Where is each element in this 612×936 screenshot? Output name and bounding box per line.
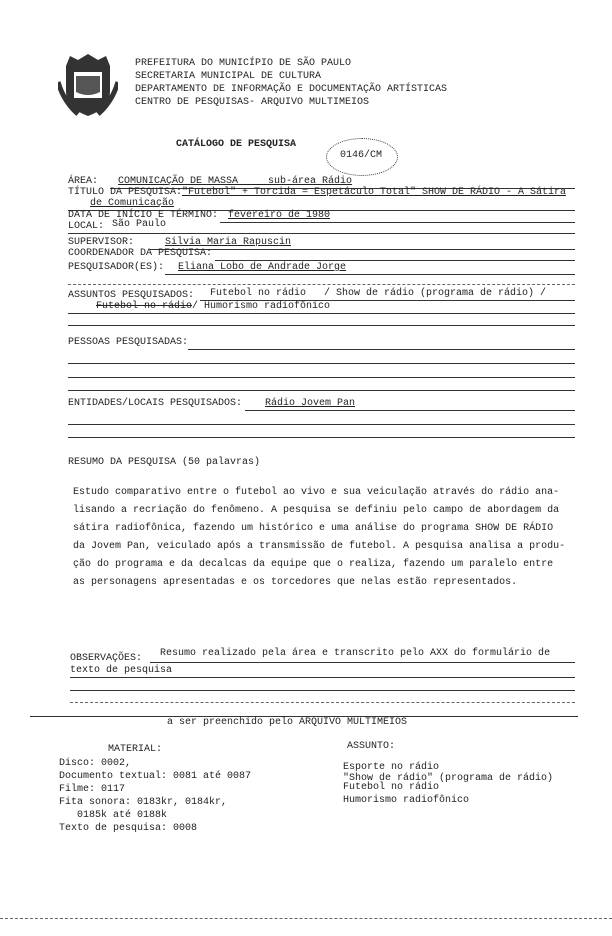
data-value: fevereiro de 1980 bbox=[228, 210, 331, 221]
assunto-item: "Show de rádio" (programa de rádio) bbox=[343, 773, 554, 784]
catalog-number: 0146/CM bbox=[340, 150, 383, 161]
observacoes-value: Resumo realizado pela área e transcrito pelo AXX do formulário de bbox=[160, 648, 551, 659]
resumo-line: as personagens apresentadas e os torcedores que nelas estão representados. bbox=[73, 577, 518, 588]
local-value: São Paulo bbox=[112, 219, 167, 230]
resumo-line: sátira radiofônica, fazendo um histórico e uma análise do programa SHOW DE RÁDIO bbox=[73, 523, 554, 534]
material-item: 0185k até 0188k bbox=[59, 810, 168, 821]
header-line: PREFEITURA DO MUNICÍPIO DE SÃO PAULO bbox=[135, 58, 352, 69]
header-line: DEPARTAMENTO DE INFORMAÇÃO E DOCUMENTAÇÃO ARTÍSTICAS bbox=[135, 84, 448, 95]
material-item: Documento textual: 0081 até 0087 bbox=[59, 771, 252, 782]
local-label: LOCAL: bbox=[68, 221, 105, 232]
assuntos-value: Futebol no rádio / Show de rádio (programa de rádio) / bbox=[210, 288, 547, 299]
data-label: DATA DE INÍCIO E TÉRMINO: bbox=[68, 210, 219, 221]
supervisor-value: Silvia Maria Rapuscin bbox=[165, 237, 292, 248]
arquivo-heading: a ser preenchido pelo ARQUIVO MULTIMEIOS bbox=[167, 717, 408, 728]
entidades-label: ENTIDADES/LOCAIS PESQUISADOS: bbox=[68, 398, 243, 409]
observacoes-label: OBSERVAÇÕES: bbox=[70, 653, 143, 664]
coordenador-label: COORDENADOR DA PESQUISA: bbox=[68, 248, 213, 259]
titulo-continued: de Comunicação bbox=[90, 198, 175, 209]
material-item: Disco: 0002, bbox=[59, 758, 132, 769]
entidades-value: Rádio Jovem Pan bbox=[265, 398, 356, 409]
header-line: CENTRO DE PESQUISAS- ARQUIVO MULTIMEIOS bbox=[135, 97, 370, 108]
resumo-line: lisando a recriação do fenômeno. A pesquisa se definiu pelo campo de abordagem da bbox=[73, 505, 560, 516]
assuntos-label: ASSUNTOS PESQUISADOS: bbox=[68, 290, 195, 301]
resumo-line: da Jovem Pan, veiculado após a transmissão de futebol. A pesquisa analisa a produ- bbox=[73, 541, 566, 552]
assunto-item: Esporte no rádio bbox=[343, 762, 440, 773]
pessoas-label: PESSOAS PESQUISADAS: bbox=[68, 337, 189, 348]
pesquisador-label: PESQUISADOR(ES): bbox=[68, 262, 165, 273]
document-title: CATÁLOGO DE PESQUISA bbox=[176, 139, 297, 150]
assunto-label: ASSUNTO: bbox=[347, 741, 396, 752]
resumo-line: ção do programa e da decalcas da equipe que o realiza, fazendo um paralelo entre bbox=[73, 559, 554, 570]
city-crest-logo bbox=[58, 52, 118, 118]
supervisor-label: SUPERVISOR: bbox=[68, 237, 135, 248]
material-item: Fita sonora: 0183kr, 0184kr, bbox=[59, 797, 228, 808]
assuntos-continued: / Humorismo radiofônico bbox=[192, 301, 331, 312]
resumo-line: Estudo comparativo entre o futebol ao vivo e sua veiculação através do rádio ana- bbox=[73, 487, 560, 498]
area-label: ÁREA: bbox=[68, 176, 99, 187]
material-label: MATERIAL: bbox=[108, 744, 163, 755]
material-item: Filme: 0117 bbox=[59, 784, 126, 795]
area-value: COMUNICAÇÃO DE MASSA sub-área Rádio bbox=[118, 176, 353, 187]
header-line: SECRETARIA MUNICIPAL DE CULTURA bbox=[135, 71, 322, 82]
material-item: Texto de pesquisa: 0008 bbox=[59, 823, 198, 834]
observacoes-continued: texto de pesquisa bbox=[70, 665, 173, 676]
titulo-label: TÍTULO DA PESQUISA: bbox=[68, 187, 183, 198]
assunto-item: Futebol no rádio bbox=[343, 782, 440, 793]
assuntos-struck: Futebol no rádio bbox=[96, 301, 193, 312]
pesquisador-value: Eliana Lobo de Andrade Jorge bbox=[178, 262, 347, 273]
resumo-label: RESUMO DA PESQUISA (50 palavras) bbox=[68, 457, 261, 468]
assunto-item: Humorismo radiofônico bbox=[343, 795, 470, 806]
titulo-value: "Futebol" + Torcida = Espetáculo Total" SHOW DE RÁDIO - A Sátira bbox=[182, 187, 567, 198]
